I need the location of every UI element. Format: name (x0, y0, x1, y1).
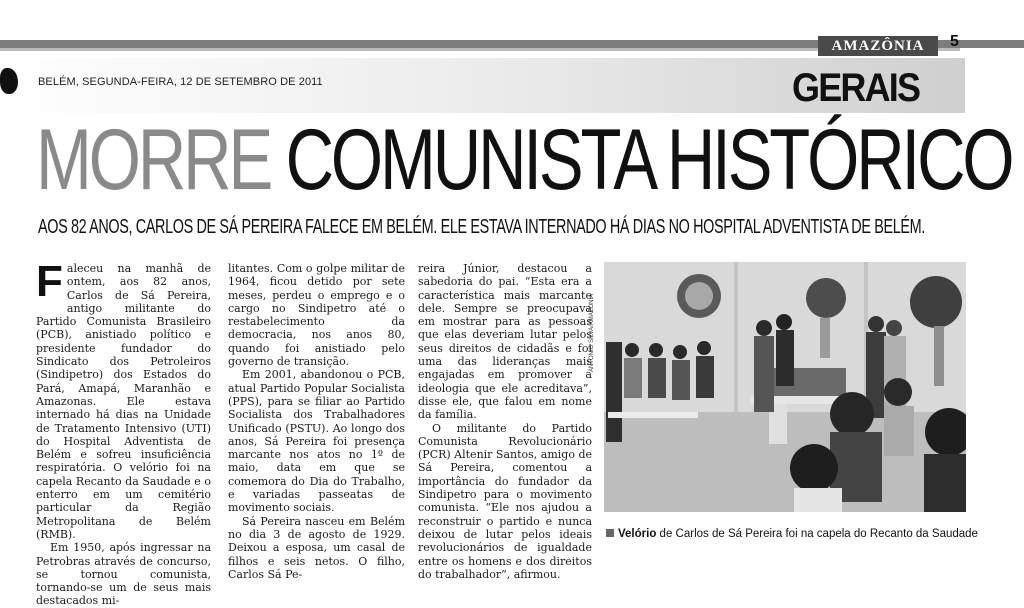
paragraph: Sá Pereira nasceu em Belém no dia 3 de agosto de 1929. Deixou a esposa, um casal de filhos e seis netos. O filho, Carlos Sá Pe- (228, 514, 405, 581)
dateline: BELÉM, SEGUNDA-FEIRA, 12 DE SETEMBRO DE 2011 (38, 76, 323, 88)
article-column-2 (228, 262, 405, 581)
paragraph: O militante do Partido Comunista Revolucionário (PCR) Altenir Santos, amigo de Sá Pereira, comentou a importância do fundador da Sindipetro para o movimento comunista. “Ele nos ajudou a reconstruir o partido e nunca deixou de lutar pelos ideais revolucionários de igualdade entre os homens e dos direitos do trabalhador”, afirmou. (418, 421, 593, 581)
paragraph: Em 2001, abandonou o PCB, atual Partido Popular Socialista (PPS), para se filiar ao Partido Socialista dos Trabalhadores Unificado (PSTU). Ao longo dos anos, Sá Pereira foi presença marcante nos atos no 1º de maio, data em que se comemora do Dia do Trabalho, e variadas passeatas de movimento sociais. (228, 368, 405, 515)
paragraph: Em 1950, após ingressar na Petrobras através de concurso, se tornou comunista, tornando-se um de seus mais destacados mi- (36, 541, 211, 608)
caption-bullet-square (606, 529, 614, 537)
article-column-1 (36, 257, 211, 608)
newspaper-name: AMAZÔNIA (818, 36, 938, 56)
article-column-3 (418, 262, 592, 581)
caption-lead: Velório (618, 528, 657, 540)
paragraph: litantes. Com o golpe militar de 1964, ficou detido por sete meses, perdeu o emprego e o cargo no Sindipetro até o restabelecimento da democracia, nos anos 80, quando foi anistiado pelo governo de transição. (228, 262, 405, 369)
photo-credit: ANTÔNIO SILVA/AMAZÔNIA (589, 293, 595, 372)
photo-caption (606, 528, 978, 540)
page-number: 5 (950, 33, 959, 50)
paragraph: reira Júnior, destacou a sabedoria do pai. “Esta era a característica mais marcante dele. Sempre se preocupava em mostrar para as pessoas que elas deveriam lutar pelos seus direitos de cidadãs e foi uma das lideranças mais engajadas em promover a ideologia que ele acreditava”, disse ele, que falou em nome da família. (418, 262, 592, 422)
headline-subject: COMUNISTA HISTÓRICO (285, 112, 1012, 208)
caption-text: de Carlos de Sá Pereira foi na capela do Recanto da Saudade (656, 528, 978, 540)
subheadline: AOS 82 ANOS, CARLOS DE SÁ PEREIRA FALECE EM BELÉM. ELE ESTAVA INTERNADO HÁ DIAS NO HOSPITAL ADVENTISTA DE BELÉM. (38, 216, 925, 238)
paragraph: aleceu na manhã de ontem, aos 82 anos, Carlos de Sá Pereira, antigo militante do Partido Comunista Brasileiro (PCB), anistiado político e presidente fundador do Sindicato dos Petroleiros (Sindipetro) dos Estados do Pará, Amapá, Maranhão e Amazonas. Ele estava internado há dias na Unidade de Tratamento Intensivo (UTI) do Hospital Adventista de Belém e sofreu insuficiência respiratória. O velório foi na capela Recanto da Saudade e o enterro em um cemitério particular da Região Metropolitana de Belém (RMB). (36, 262, 211, 541)
funeral-photo-image (604, 262, 966, 512)
scan-blotch (0, 68, 18, 94)
drop-cap: F (36, 257, 63, 306)
headline-verb: MORRE (36, 112, 271, 208)
headline (36, 112, 1011, 208)
masthead-sub-rule (0, 48, 960, 51)
funeral-photo (604, 262, 966, 512)
section-title: GERAIS (792, 66, 920, 110)
